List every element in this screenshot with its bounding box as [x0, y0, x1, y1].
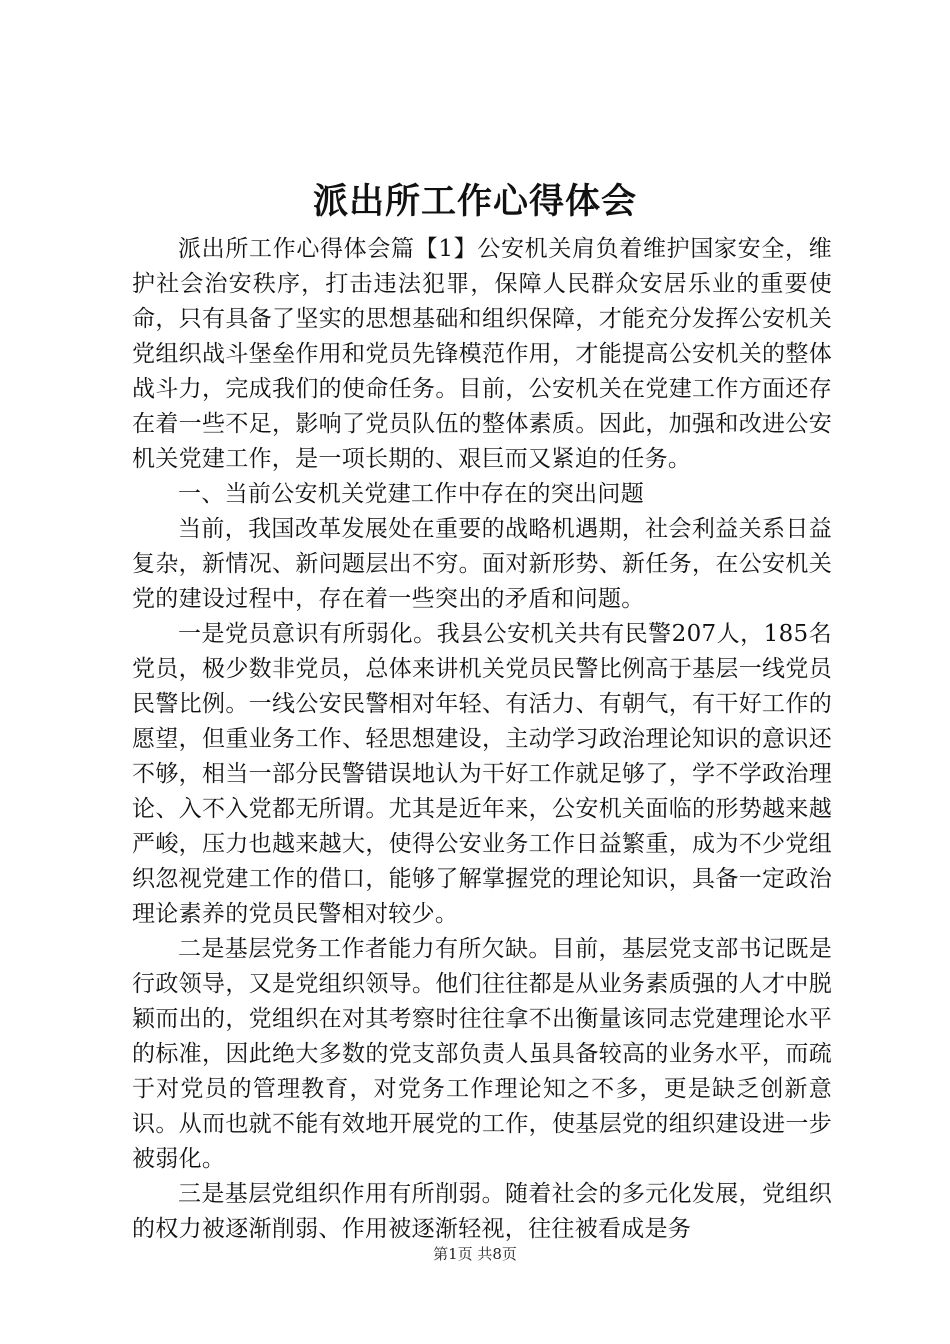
paragraph-context: 当前，我国改革发展处在重要的战略机遇期，社会利益关系日益复杂，新情况、新问题层出不穷。面对新形势、新任务，在公安机关党的建设过程中，存在着一些突出的矛盾和问题。 [132, 516, 832, 612]
document-body [132, 232, 832, 1247]
page-number-footer: 第1页 共8页 [433, 1245, 517, 1263]
paragraph-point-two: 二是基层党务工作者能力有所欠缺。目前，基层党支部书记既是行政领导，又是党组织领导。他们往往都是从业务素质强的人才中脱颖而出的，党组织在对其考察时往往拿不出衡量该同志党建理论水平的标准，因此绝大多数的党支部负责人虽具备较高的业务水平，而疏于对党员的管理教育，对党务工作理论知之不多，更是缺乏创新意识。从而也就不能有效地开展党的工作，使基层党的组织建设进一步被弱化。 [132, 936, 832, 1172]
paragraph-point-one: 一是党员意识有所弱化。我县公安机关共有民警207人，185名党员，极少数非党员，总体来讲机关党员民警比例高于基层一线党员民警比例。一线公安民警相对年轻、有活力、有朝气，有干好工作的愿望，但重业务工作、轻思想建设，主动学习政治理论知识的意识还不够，相当一部分民警错误地认为干好工作就足够了，学不学政治理论、入不入党都无所谓。尤其是近年来，公安机关面临的形势越来越严峻，压力也越来越大，使得公安业务工作日益繁重，成为不少党组织忽视党建工作的借口，能够了解掌握党的理论知识，具备一定政治理论素养的党员民警相对较少。 [132, 621, 832, 927]
page-title: 派出所工作心得体会 [312, 181, 637, 222]
paragraph-intro: 派出所工作心得体会篇【1】公安机关肩负着维护国家安全，维护社会治安秩序，打击违法犯罪，保障人民群众安居乐业的重要使命，只有具备了坚实的思想基础和组织保障，才能充分发挥公安机关党组织战斗堡垒作用和党员先锋模范作用，才能提高公安机关的整体战斗力，完成我们的使命任务。目前，公安机关在党建工作方面还存在着一些不足，影响了党员队伍的整体素质。因此，加强和改进公安机关党建工作，是一项长期的、艰巨而又紧迫的任务。 [132, 236, 832, 472]
paragraph-point-three: 三是基层党组织作用有所削弱。随着社会的多元化发展，党组织的权力被逐渐削弱、作用被逐渐轻视，往往被看成是务 [132, 1181, 832, 1242]
section-heading: 一、当前公安机关党建工作中存在的突出问题 [178, 481, 644, 507]
